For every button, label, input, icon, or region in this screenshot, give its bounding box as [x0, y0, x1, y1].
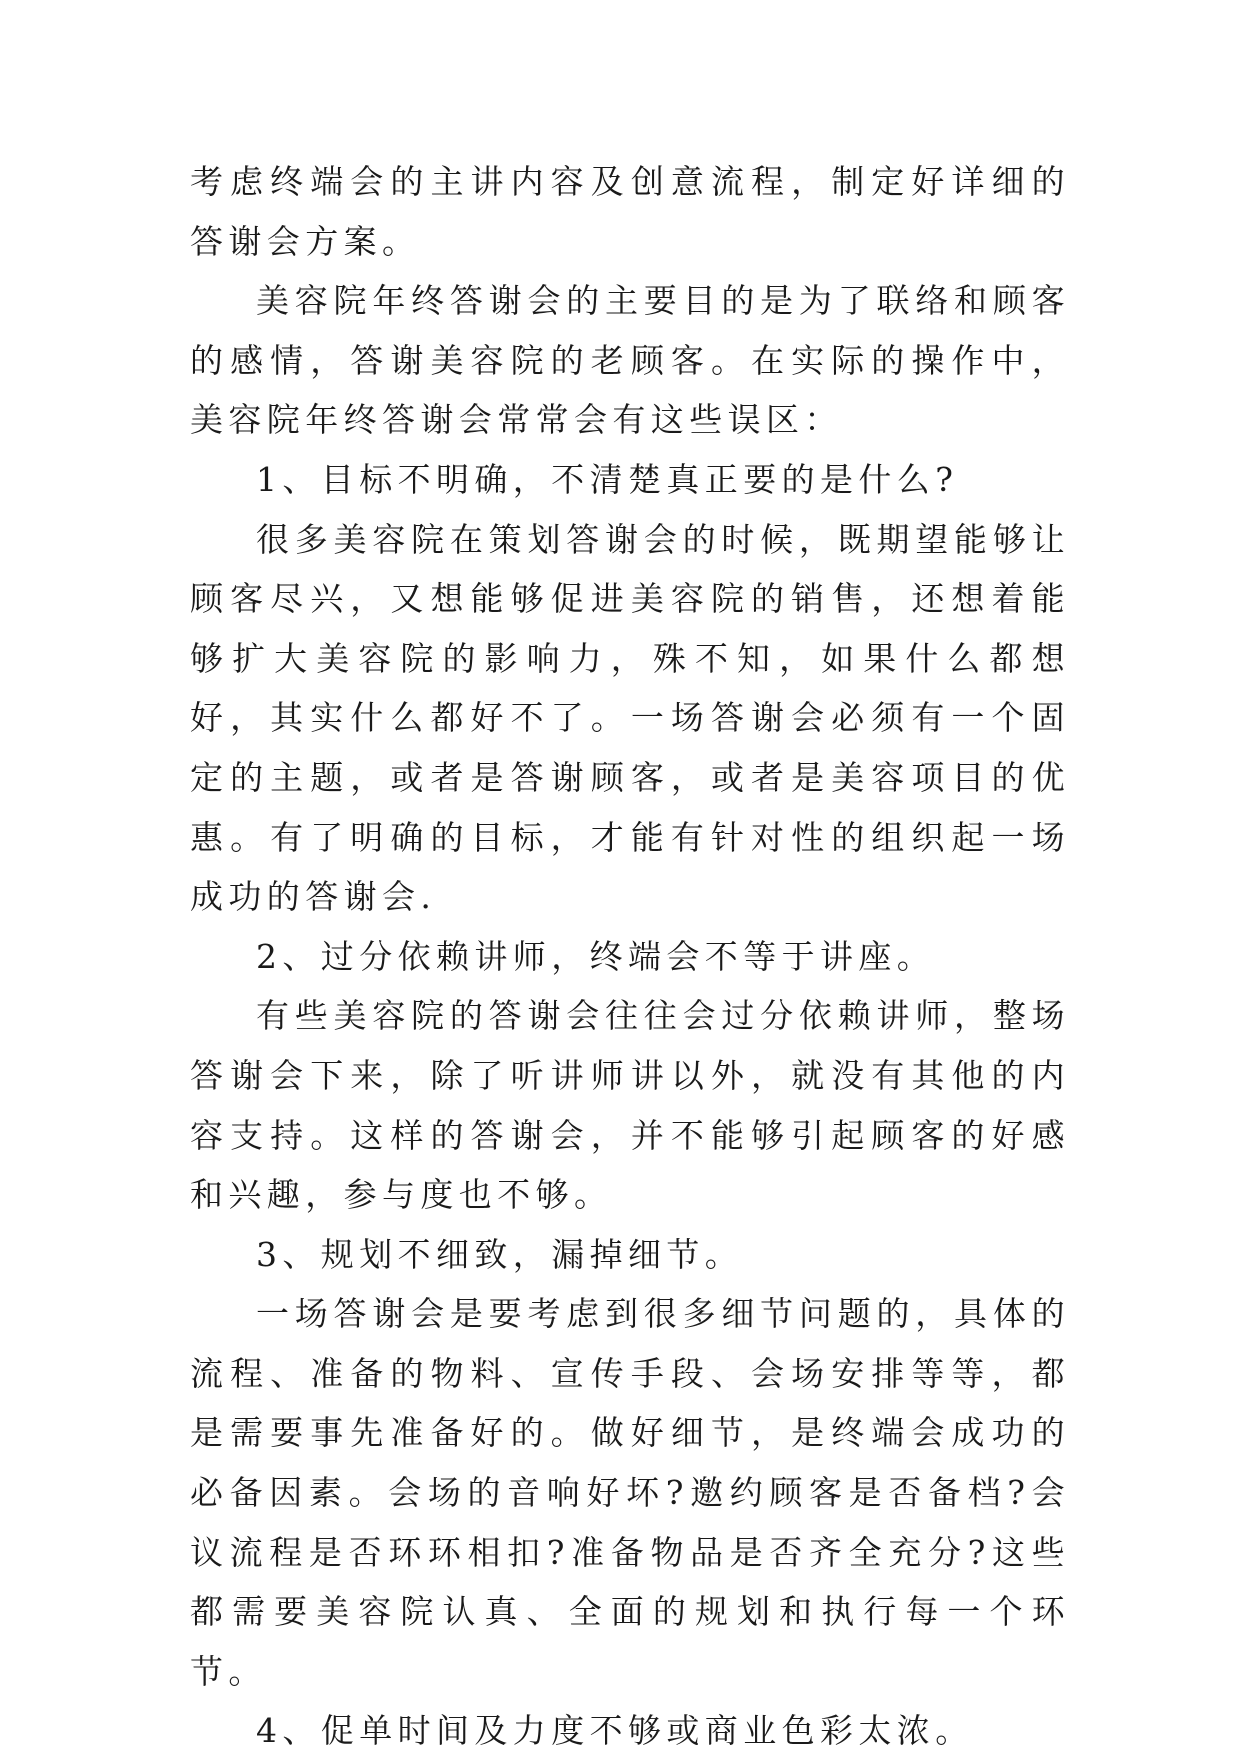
paragraph-mistake-1: 很多美容院在策划答谢会的时候，既期望能够让顾客尽兴，又想能够促进美容院的销售，还想着能够扩大美容院的影响力，殊不知，如果什么都想好，其实什么都好不了。一场答谢会必须有一个固定的主题，或者是答谢顾客，或者是美容项目的优惠。有了明确的目标，才能有针对性的组织起一场成功的答谢会. [190, 519, 1070, 917]
heading-mistake-3: 3、规划不细致，漏掉细节。 [256, 1234, 744, 1274]
document-body [190, 152, 1070, 1761]
heading-mistake-1: 1、目标不明确，不清楚真正要的是什么? [256, 459, 959, 499]
paragraph-purpose: 美容院年终答谢会的主要目的是为了联络和顾客的感情，答谢美容院的老顾客。在实际的操作中，美容院年终答谢会常常会有这些误区： [190, 281, 1070, 440]
paragraph-mistake-3: 一场答谢会是要考虑到很多细节问题的，具体的流程、准备的物料、宣传手段、会场安排等等，都是需要事先准备好的。做好细节，是终端会成功的必备因素。会场的音响好坏?邀约顾客是否备档?会议流程是否环环相扣?准备物品是否齐全充分?这些都需要美容院认真、全面的规划和执行每一个环节。 [190, 1294, 1070, 1691]
heading-mistake-4: 4、促单时间及力度不够或商业色彩太浓。 [256, 1711, 974, 1751]
paragraph-mistake-2: 有些美容院的答谢会往往会过分依赖讲师，整场答谢会下来，除了听讲师讲以外，就没有其他的内容支持。这样的答谢会，并不能够引起顾客的好感和兴趣，参与度也不够。 [190, 996, 1070, 1215]
heading-mistake-2: 2、过分依赖讲师，终端会不等于讲座。 [256, 936, 936, 976]
paragraph-plan-continuation: 考虑终端会的主讲内容及创意流程，制定好详细的答谢会方案。 [190, 162, 1070, 261]
